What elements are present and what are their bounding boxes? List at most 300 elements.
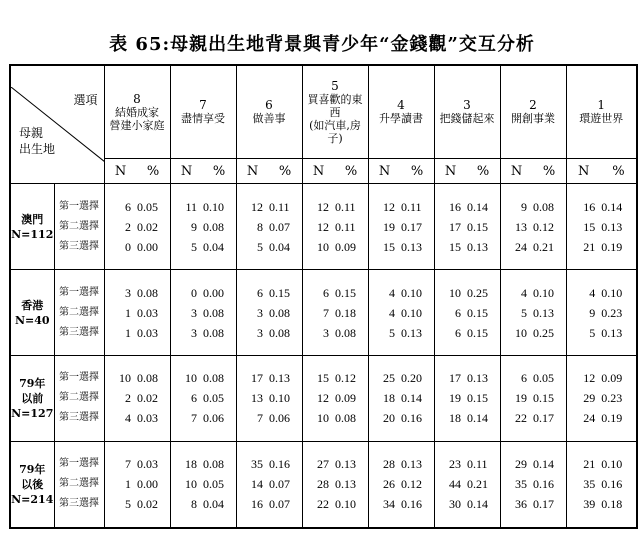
value-row — [237, 408, 302, 428]
value-row — [501, 323, 566, 343]
subheader-pct: % — [542, 163, 556, 179]
subheader-pct: % — [146, 163, 160, 179]
count-value: 7 — [125, 457, 131, 472]
subheader-pct: % — [278, 163, 292, 179]
value-row — [369, 494, 434, 514]
pct-value: 0.17 — [533, 497, 554, 512]
subheader-cell — [170, 159, 236, 184]
subheader-npct — [105, 164, 170, 179]
pct-value: 0.21 — [533, 239, 554, 254]
value-row — [237, 323, 302, 343]
pct-value: 0.12 — [335, 371, 356, 386]
value-cell — [500, 270, 566, 356]
count-value: 9 — [589, 305, 596, 320]
value-row — [171, 494, 236, 514]
subheader-pct: % — [476, 163, 490, 179]
count-value: 6 — [191, 391, 197, 406]
cross-analysis-table — [9, 64, 638, 529]
subheader-pct: % — [410, 163, 424, 179]
value-row — [105, 494, 170, 514]
subheader-pct: % — [212, 163, 226, 179]
value-row — [237, 474, 302, 494]
column-number: 4 — [397, 98, 405, 113]
count-value: 30 — [449, 497, 461, 512]
pct-value: 0.25 — [533, 325, 554, 340]
selection-cell — [54, 355, 104, 441]
table-row — [10, 270, 637, 356]
pct-value: 0.12 — [533, 219, 554, 234]
count-value: 21 — [583, 239, 596, 254]
value-row — [303, 303, 368, 323]
selection-label: 第三選擇 — [59, 412, 99, 424]
pct-value: 0.16 — [269, 457, 290, 472]
count-value: 25 — [383, 371, 395, 386]
value-cell — [434, 184, 500, 270]
value-row — [171, 408, 236, 428]
value-row — [171, 303, 236, 323]
pct-value: 0.04 — [203, 239, 224, 254]
subheader-npct — [369, 164, 434, 179]
column-label: 營建小家庭 — [109, 118, 165, 132]
selection-cell — [54, 184, 104, 270]
value-row — [501, 368, 566, 388]
count-value: 12 — [251, 199, 263, 214]
count-value: 19 — [383, 219, 395, 234]
corner-cell — [10, 65, 104, 184]
value-row — [105, 217, 170, 237]
value-cell — [566, 355, 637, 441]
value-row — [501, 494, 566, 514]
count-value: 28 — [383, 457, 395, 472]
pct-value: 0.13 — [269, 371, 290, 386]
value-row — [501, 388, 566, 408]
pct-value: 0.10 — [269, 391, 290, 406]
count-value: 6 — [455, 305, 461, 320]
value-row — [171, 197, 236, 217]
value-cell — [170, 355, 236, 441]
column-number: 1 — [597, 98, 606, 113]
count-value: 12 — [317, 219, 329, 234]
value-row — [567, 474, 637, 494]
count-value: 6 — [323, 285, 329, 300]
column-header-3 — [434, 65, 500, 159]
value-row — [303, 474, 368, 494]
count-value: 1 — [125, 477, 131, 492]
count-value: 19 — [515, 391, 527, 406]
column-label: 把錢儲起來 — [439, 112, 495, 126]
pct-value: 0.02 — [137, 497, 158, 512]
value-row — [237, 217, 302, 237]
selection-label: 第三選擇 — [59, 498, 99, 510]
group-label-cell — [10, 441, 54, 528]
column-number: 3 — [463, 98, 471, 113]
value-row — [303, 454, 368, 474]
value-row — [435, 323, 500, 343]
pct-value: 0.16 — [401, 497, 422, 512]
value-row — [369, 323, 434, 343]
count-value: 8 — [257, 219, 263, 234]
value-row — [303, 197, 368, 217]
pct-value: 0.12 — [401, 477, 422, 492]
value-row — [237, 237, 302, 257]
count-value: 5 — [521, 305, 527, 320]
pct-value: 0.16 — [533, 477, 554, 492]
count-value: 6 — [455, 325, 461, 340]
count-value: 0 — [191, 285, 197, 300]
subheader-cell — [302, 159, 368, 184]
count-value: 18 — [383, 391, 395, 406]
pct-value: 0.04 — [203, 497, 224, 512]
pct-value: 0.15 — [467, 305, 488, 320]
pct-value: 0.10 — [335, 497, 356, 512]
value-cell — [236, 355, 302, 441]
pct-value: 0.00 — [203, 285, 224, 300]
pct-value: 0.08 — [203, 219, 224, 234]
column-label: 升學讀書 — [379, 112, 423, 126]
pct-value: 0.18 — [601, 497, 623, 512]
column-label: 開創事業 — [511, 112, 555, 126]
count-value: 20 — [383, 411, 395, 426]
subheader-npct — [303, 164, 368, 179]
value-cell — [104, 355, 170, 441]
selection-label: 第三選擇 — [59, 326, 99, 338]
value-row — [435, 283, 500, 303]
group-label: 澳門 — [21, 212, 44, 226]
count-value: 21 — [583, 457, 596, 472]
count-value: 5 — [389, 325, 395, 340]
pct-value: 0.20 — [401, 371, 422, 386]
value-row — [435, 303, 500, 323]
group-label: 79年 — [19, 376, 46, 390]
column-number: 8 — [133, 91, 141, 106]
table-row — [10, 441, 637, 528]
table-row — [10, 184, 637, 270]
value-cell — [434, 441, 500, 528]
count-value: 6 — [521, 371, 527, 386]
value-row — [501, 474, 566, 494]
count-value: 16 — [449, 199, 461, 214]
value-row — [435, 217, 500, 237]
value-row — [369, 454, 434, 474]
pct-value: 0.10 — [203, 199, 224, 214]
count-value: 1 — [125, 305, 131, 320]
count-value: 12 — [383, 199, 395, 214]
count-value: 23 — [449, 457, 461, 472]
subheader-npct — [501, 164, 566, 179]
column-header-8 — [104, 65, 170, 159]
pct-value: 0.03 — [137, 325, 158, 340]
count-value: 7 — [323, 305, 329, 320]
value-cell — [500, 355, 566, 441]
subheader-cell — [104, 159, 170, 184]
value-cell — [236, 270, 302, 356]
pct-value: 0.14 — [401, 391, 422, 406]
count-value: 3 — [323, 325, 329, 340]
value-cell — [368, 270, 434, 356]
count-value: 5 — [125, 497, 131, 512]
count-value: 34 — [383, 497, 395, 512]
pct-value: 0.13 — [401, 239, 422, 254]
value-row — [369, 368, 434, 388]
value-row — [369, 474, 434, 494]
pct-value: 0.13 — [467, 371, 488, 386]
column-label: 做善事 — [252, 112, 286, 126]
value-cell — [104, 441, 170, 528]
selection-label: 第一選擇 — [59, 286, 99, 298]
count-value: 19 — [449, 391, 461, 406]
value-cell — [302, 270, 368, 356]
count-value: 15 — [383, 239, 395, 254]
pct-value: 0.09 — [601, 371, 623, 386]
pct-value: 0.09 — [335, 239, 356, 254]
value-row — [105, 408, 170, 428]
value-row — [303, 388, 368, 408]
value-row — [369, 408, 434, 428]
count-value: 5 — [589, 325, 596, 340]
group-label: N=127 — [11, 406, 54, 420]
value-cell — [236, 441, 302, 528]
count-value: 0 — [125, 239, 131, 254]
pct-value: 0.11 — [401, 199, 422, 214]
value-row — [303, 368, 368, 388]
value-cell — [566, 184, 637, 270]
pct-value: 0.15 — [467, 219, 488, 234]
pct-value: 0.13 — [401, 457, 422, 472]
selection-cell — [54, 270, 104, 356]
value-row — [501, 283, 566, 303]
count-value: 22 — [317, 497, 329, 512]
pct-value: 0.17 — [401, 219, 422, 234]
column-number: 7 — [199, 98, 207, 113]
pct-value: 0.23 — [601, 305, 623, 320]
pct-value: 0.10 — [601, 457, 623, 472]
value-cell — [500, 184, 566, 270]
value-row — [435, 237, 500, 257]
pct-value: 0.06 — [269, 411, 290, 426]
column-label: 環遊世界 — [579, 112, 624, 126]
count-value: 14 — [251, 477, 263, 492]
value-cell — [104, 184, 170, 270]
pct-value: 0.02 — [137, 391, 158, 406]
column-header-2 — [500, 65, 566, 159]
pct-value: 0.03 — [137, 411, 158, 426]
count-value: 24 — [583, 411, 596, 426]
pct-value: 0.05 — [533, 371, 554, 386]
value-cell — [368, 355, 434, 441]
column-label: 盡情享受 — [181, 112, 225, 126]
selection-label: 第二選擇 — [59, 220, 99, 232]
count-value: 4 — [589, 285, 596, 300]
value-row — [369, 283, 434, 303]
value-cell — [434, 355, 500, 441]
count-value: 17 — [449, 219, 461, 234]
column-label: 結婚成家 — [115, 105, 159, 119]
group-label-cell — [10, 184, 54, 270]
count-value: 26 — [383, 477, 395, 492]
value-row — [171, 474, 236, 494]
subheader-n: N — [114, 163, 127, 179]
count-value: 16 — [583, 199, 596, 214]
value-row — [171, 217, 236, 237]
value-row — [435, 388, 500, 408]
pct-value: 0.15 — [335, 285, 356, 300]
count-value: 15 — [449, 239, 461, 254]
value-row — [171, 388, 236, 408]
pct-value: 0.16 — [601, 477, 623, 492]
group-label: 香港 — [21, 298, 44, 312]
value-row — [105, 388, 170, 408]
value-row — [303, 237, 368, 257]
count-value: 4 — [389, 285, 395, 300]
group-label-cell — [10, 270, 54, 356]
value-row — [567, 303, 637, 323]
pct-value: 0.03 — [137, 305, 158, 320]
column-header-5 — [302, 65, 368, 159]
pct-value: 0.13 — [335, 477, 356, 492]
pct-value: 0.19 — [601, 239, 623, 254]
count-value: 3 — [191, 305, 197, 320]
value-row — [105, 197, 170, 217]
subheader-pct: % — [344, 163, 358, 179]
value-cell — [566, 441, 637, 528]
pct-value: 0.00 — [137, 477, 158, 492]
pct-value: 0.08 — [269, 325, 290, 340]
selection-label: 第二選擇 — [59, 478, 99, 490]
value-row — [105, 368, 170, 388]
count-value: 9 — [521, 199, 527, 214]
column-label: (如汽車,房子) — [309, 118, 361, 145]
value-row — [501, 303, 566, 323]
pct-value: 0.11 — [335, 219, 356, 234]
pct-value: 0.15 — [533, 391, 554, 406]
table-title: 表 65:母親出生地背景與青少年“金錢觀”交互分析 — [109, 34, 535, 55]
header-row — [10, 65, 637, 159]
value-cell — [170, 270, 236, 356]
value-row — [435, 494, 500, 514]
value-row — [171, 237, 236, 257]
value-row — [567, 197, 637, 217]
column-number: 6 — [265, 98, 273, 113]
count-value: 22 — [515, 411, 527, 426]
count-value: 12 — [317, 391, 329, 406]
pct-value: 0.21 — [467, 477, 488, 492]
value-row — [105, 283, 170, 303]
group-label: N=40 — [14, 313, 50, 327]
subheader-n: N — [180, 163, 193, 179]
count-value: 12 — [317, 199, 329, 214]
count-value: 4 — [125, 411, 131, 426]
value-row — [567, 217, 637, 237]
subheader-n: N — [510, 163, 523, 179]
pct-value: 0.14 — [467, 411, 488, 426]
count-value: 27 — [317, 457, 329, 472]
count-value: 2 — [125, 219, 131, 234]
count-value: 29 — [583, 391, 596, 406]
pct-value: 0.10 — [401, 285, 422, 300]
value-row — [567, 283, 637, 303]
pct-value: 0.15 — [467, 325, 488, 340]
pct-value: 0.05 — [203, 477, 224, 492]
pct-value: 0.09 — [335, 391, 356, 406]
column-label: 買喜歡的東西 — [307, 92, 363, 119]
pct-value: 0.08 — [203, 457, 224, 472]
pct-value: 0.16 — [401, 411, 422, 426]
count-value: 11 — [185, 199, 197, 214]
value-cell — [170, 441, 236, 528]
pct-value: 0.08 — [335, 411, 356, 426]
subheader-n: N — [444, 163, 457, 179]
count-value: 12 — [583, 371, 596, 386]
pct-value: 0.02 — [137, 219, 158, 234]
count-value: 10 — [317, 411, 329, 426]
value-row — [237, 494, 302, 514]
pct-value: 0.13 — [335, 457, 356, 472]
count-value: 3 — [191, 325, 197, 340]
value-row — [501, 237, 566, 257]
value-row — [237, 454, 302, 474]
subheader-n: N — [577, 163, 590, 179]
group-label-cell — [10, 355, 54, 441]
count-value: 10 — [119, 371, 131, 386]
column-header-7 — [170, 65, 236, 159]
pct-value: 0.14 — [467, 497, 488, 512]
pct-value: 0.08 — [203, 325, 224, 340]
count-value: 10 — [185, 371, 197, 386]
count-value: 10 — [185, 477, 197, 492]
value-row — [303, 494, 368, 514]
value-row — [171, 323, 236, 343]
count-value: 28 — [317, 477, 329, 492]
count-value: 16 — [251, 497, 263, 512]
column-header-1 — [566, 65, 637, 159]
count-value: 7 — [257, 411, 263, 426]
pct-value: 0.08 — [137, 371, 158, 386]
value-row — [369, 197, 434, 217]
count-value: 24 — [515, 239, 527, 254]
subheader-npct — [171, 164, 236, 179]
pct-value: 0.07 — [269, 497, 290, 512]
column-number: 2 — [529, 98, 537, 113]
group-label: 以後 — [21, 477, 44, 491]
value-cell — [500, 441, 566, 528]
group-label: 以前 — [21, 391, 44, 405]
pct-value: 0.08 — [533, 199, 554, 214]
value-row — [567, 323, 637, 343]
subheader-npct — [237, 164, 302, 179]
count-value: 15 — [317, 371, 329, 386]
pct-value: 0.14 — [467, 199, 488, 214]
value-row — [303, 408, 368, 428]
column-header-6 — [236, 65, 302, 159]
pct-value: 0.17 — [533, 411, 554, 426]
pct-value: 0.14 — [601, 199, 623, 214]
value-row — [369, 237, 434, 257]
pct-value: 0.10 — [533, 285, 554, 300]
pct-value: 0.03 — [137, 457, 158, 472]
pct-value: 0.11 — [467, 457, 488, 472]
count-value: 39 — [583, 497, 596, 512]
column-header-4 — [368, 65, 434, 159]
count-value: 4 — [389, 305, 395, 320]
value-cell — [302, 441, 368, 528]
subheader-cell — [434, 159, 500, 184]
value-row — [567, 494, 637, 514]
pct-value: 0.08 — [137, 285, 158, 300]
pct-value: 0.15 — [269, 285, 290, 300]
selection-cell — [54, 441, 104, 528]
count-value: 35 — [251, 457, 263, 472]
subheader-n: N — [378, 163, 391, 179]
